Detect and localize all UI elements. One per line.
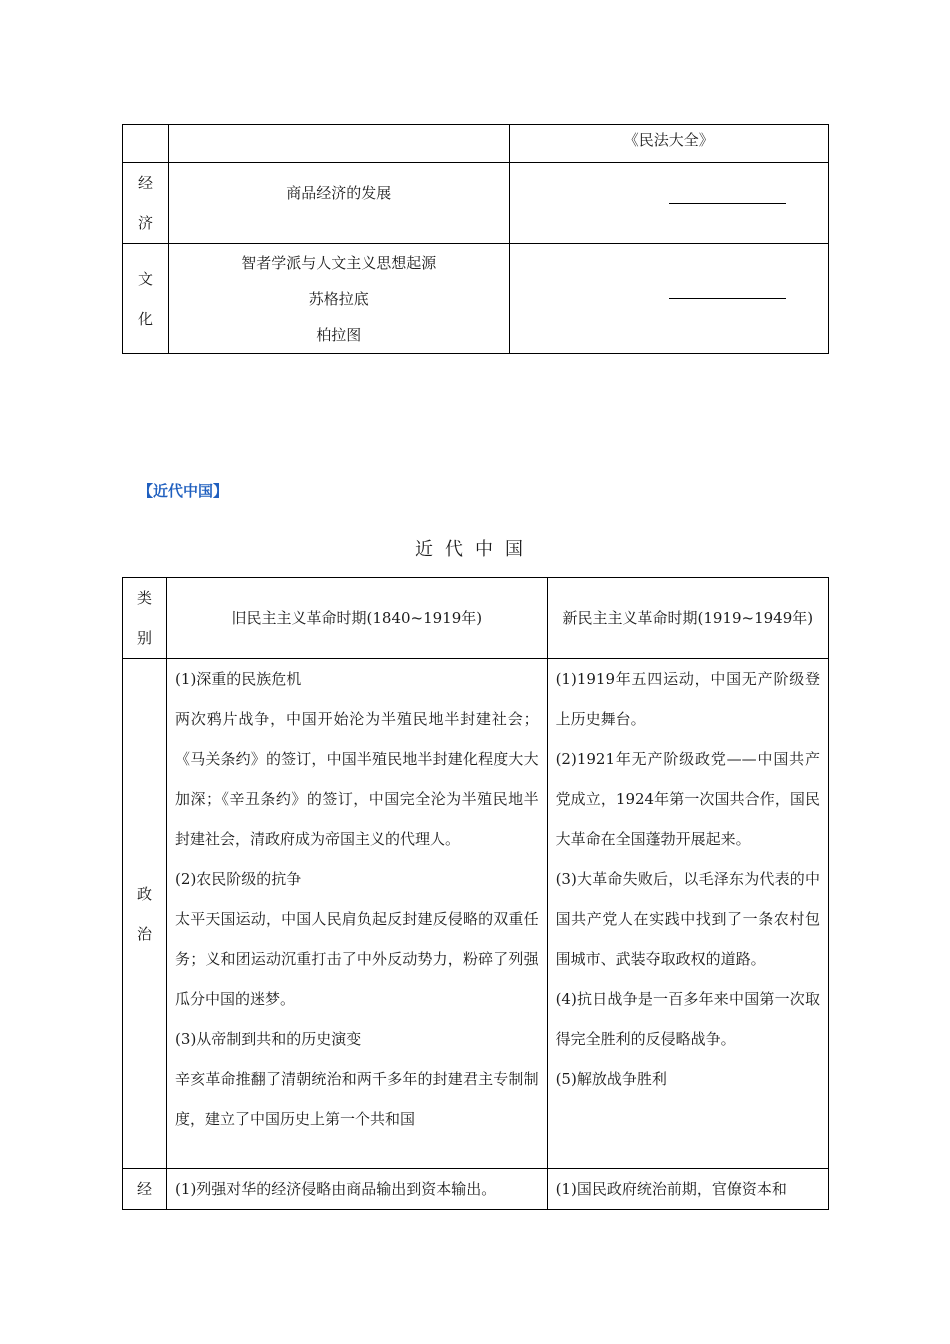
- label-char: 别: [137, 629, 153, 647]
- label-char: 化: [138, 309, 154, 328]
- answer-blank-cell: [509, 163, 828, 244]
- table-row-economy: [123, 1169, 829, 1210]
- table-row: [123, 163, 829, 244]
- label-char: 文: [138, 269, 154, 288]
- label-char: 类: [137, 589, 153, 607]
- table-cell: [509, 125, 828, 163]
- table-cell: [123, 125, 169, 163]
- item-text: (1)列强对华的经济侵略由商品输出到资本输出。: [175, 1180, 497, 1198]
- item-text: 辛亥革命推翻了清朝统治和两千多年的封建君主专制制度，建立了中国历史上第一个共和国: [175, 1070, 539, 1128]
- cell-text: 商品经济的发展: [286, 184, 392, 202]
- section-heading: 【近代中国】: [138, 482, 229, 500]
- politics-old-cell: [167, 659, 548, 1169]
- table-cell: [169, 163, 509, 244]
- table-header-row: [123, 578, 829, 659]
- item-text: (3)大革命失败后，以毛泽东为代表的中国共产党人在实践中找到了一条农村包围城市、武装夺取政权的道路。: [555, 870, 820, 968]
- table-caption: 近代中国: [415, 539, 535, 560]
- label-char: 政: [137, 884, 153, 903]
- cell-text: 柏拉图: [316, 325, 362, 344]
- header-new-democratic: 新民主主义革命时期(1919~1949年): [547, 578, 828, 659]
- answer-blank-line: [669, 203, 786, 204]
- item-text: (1)国民政府统治前期，官僚资本和: [555, 1180, 787, 1198]
- cell-text: 苏格拉底: [308, 289, 369, 308]
- item-text: (5)解放战争胜利: [555, 1070, 667, 1088]
- row-label-economy: 经: [123, 1169, 167, 1210]
- table-cell: [169, 125, 509, 163]
- row-label-economy: [123, 163, 169, 244]
- table-row: [123, 244, 829, 354]
- label-char: 济: [138, 214, 154, 232]
- item-text: (1)1919年五四运动，中国无产阶级登上历史舞台。: [555, 670, 820, 728]
- label-char: 治: [137, 924, 153, 943]
- label-char: 经: [138, 174, 154, 192]
- politics-new-cell: [547, 659, 828, 1169]
- item-text: (2)1921年无产阶级政党——中国共产党成立，1924年第一次国共合作，国民大革命在全国蓬勃开展起来。: [555, 750, 820, 848]
- table-row-politics: [123, 659, 829, 1169]
- item-text: 两次鸦片战争，中国开始沦为半殖民地半封建社会；《马关条约》的签订，中国半殖民地半封建化程度大大加深；《辛丑条约》的签订，中国完全沦为半殖民地半封建社会，清政府成为帝国主义的代理人。: [175, 710, 539, 848]
- economy-new-cell: [547, 1169, 828, 1210]
- table-modern-china: [122, 577, 829, 1210]
- header-old-democratic: 旧民主主义革命时期(1840~1919年): [167, 578, 548, 659]
- answer-blank-line: [669, 298, 786, 299]
- item-text: 太平天国运动，中国人民肩负起反封建反侵略的双重任务；义和团运动沉重打击了中外反动势力，粉碎了列强瓜分中国的迷梦。: [175, 910, 539, 1008]
- table-cell: [169, 244, 509, 354]
- header-category: [123, 578, 167, 659]
- answer-blank-cell: [509, 244, 828, 354]
- item-heading: (3)从帝制到共和的历史演变: [175, 1030, 362, 1048]
- row-label-culture: [123, 244, 169, 354]
- table-ancient-world: [122, 124, 829, 354]
- cell-text: 智者学派与人文主义思想起源: [241, 253, 437, 272]
- economy-old-cell: [167, 1169, 548, 1210]
- row-label-politics: [123, 659, 167, 1169]
- item-heading: (2)农民阶级的抗争: [175, 870, 302, 888]
- item-text: (4)抗日战争是一百多年来中国第一次取得完全胜利的反侵略战争。: [555, 990, 820, 1048]
- table-row: [123, 125, 829, 163]
- cell-text: 《民法大全》: [623, 131, 714, 149]
- item-heading: (1)深重的民族危机: [175, 670, 302, 688]
